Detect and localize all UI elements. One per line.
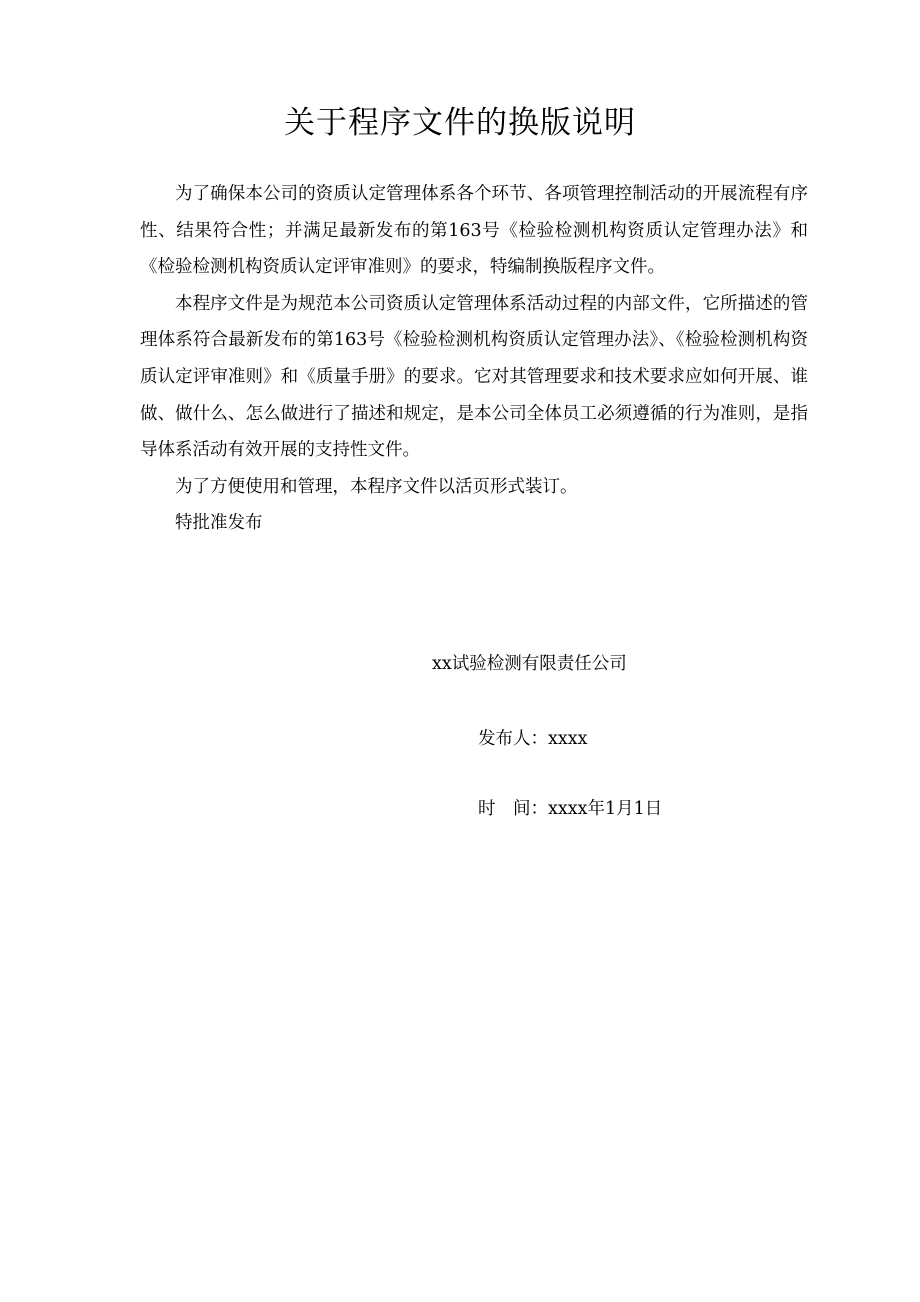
date-label: 时 间： bbox=[478, 799, 548, 819]
document-title: 关于程序文件的换版说明 bbox=[284, 105, 636, 141]
document-body bbox=[140, 176, 808, 542]
paragraph-binding: 为了方便使用和管理，本程序文件以活页形式装订。 bbox=[175, 476, 578, 497]
signature-date bbox=[478, 794, 662, 824]
paragraph-purpose: 为了确保本公司的资质认定管理体系各个环节、各项管理控制活动的开展流程有序性、结果符合性；并满足最新发布的第163号《检验检测机构资质认定管理办法》和《检验检测机构资质认定评审准则》的要求，特编制换版程序文件。 bbox=[140, 184, 808, 278]
paragraph-description: 本程序文件是为规范本公司资质认定管理体系活动过程的内部文件，它所描述的管理体系符合最新发布的第163号《检验检测机构资质认定管理办法》、《检验检测机构资质认定评审准则》和《质量手册》的要求。它对其管理要求和技术要求应如何开展、谁做、做什么、怎么做进行了描述和规定，是本公司全体员工必须遵循的行为准则，是指导体系活动有效开展的支持性文件。 bbox=[140, 293, 808, 461]
date-value: xxxx年1月1日 bbox=[548, 799, 663, 819]
publisher-value: xxxx bbox=[548, 729, 588, 749]
paragraph-approval: 特批准发布 bbox=[175, 513, 263, 534]
signature-company: xx试验检测有限责任公司 bbox=[432, 654, 627, 674]
publisher-label: 发布人： bbox=[478, 729, 548, 749]
signature-publisher bbox=[478, 724, 587, 754]
